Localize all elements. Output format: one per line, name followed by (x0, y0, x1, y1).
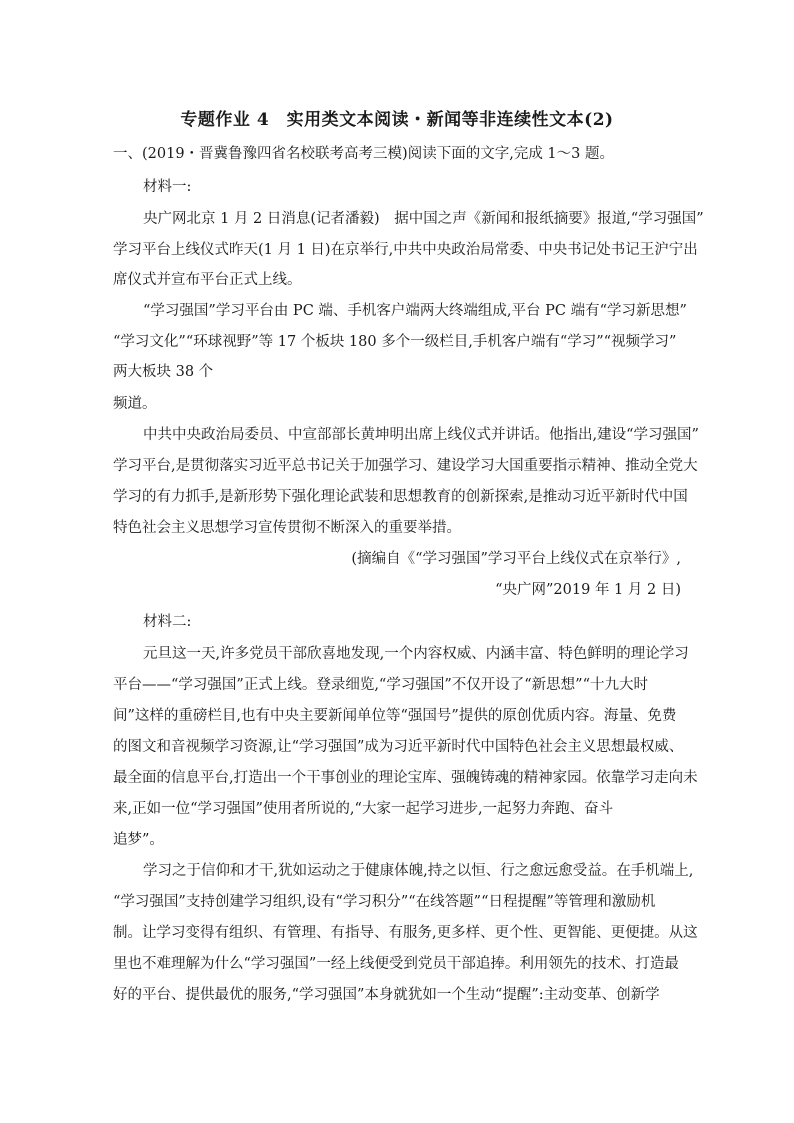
material2-line: 平台——“学习强国”正式上线。登录细览,“学习强国”不仅开设了“新思想”“十九大时 (113, 677, 648, 693)
material1-source: “央广网”2019 年 1 月 2 日) (495, 582, 681, 598)
material1-label: 材料一: (143, 179, 192, 195)
material1-source: (摘编自《“学习强国”学习平台上线仪式在京举行》, (351, 551, 681, 567)
material2-line: 间”这样的重磅栏目,也有中央主要新闻单位等“强国号”提供的原创优质内容。海量、免费 (113, 708, 677, 724)
material1-line: “学习强国”学习平台由 PC 端、手机客户端两大终端组成,平台 PC 端有“学习新思想” (143, 303, 687, 319)
material2-line: “学习强国”支持创建学习组织,设有“学习积分”“在线答题”“日程提醒”等管理和激励机 (113, 894, 656, 910)
material1-line: 特色社会主义思想学习宣传贯彻不断深入的重要举措。 (113, 520, 461, 536)
page-title: 专题作业 4 实用类文本阅读・新闻等非连续性文本(2) (180, 110, 614, 130)
question-intro: 一、(2019・晋冀鲁豫四省名校联考高考三模)阅读下面的文字,完成 1～3 题。 (113, 146, 614, 162)
material2-line: 追梦”。 (113, 832, 164, 848)
material2-line: 的图文和音视频学习资源,让“学习强国”成为习近平新时代中国特色社会主义思想最权威、 (113, 739, 684, 755)
material1-line: 学习的有力抓手,是新形势下强化理论武装和思想教育的创新探索,是推动习近平新时代中国 (113, 489, 688, 505)
material2-line: 制。让学习变得有组织、有管理、有指导、有服务,更多样、更个性、更智能、更便捷。从这 (113, 925, 698, 941)
material1-line: 席仪式并宣布平台正式上线。 (113, 272, 302, 288)
material2-line: 最全面的信息平台,打造出一个干事创业的理论宝库、强魄铸魂的精神家园。依靠学习走向未 (113, 770, 698, 786)
material1-line: 中共中央政治局委员、中宣部部长黄坤明出席上线仪式并讲话。他指出,建设“学习强国” (143, 427, 699, 443)
material1-line: 频道。 (113, 396, 157, 412)
material1-line: “学习文化”“环球视野”等 17 个板块 180 多个一级栏目,手机客户端有“学习”“视频学习” (113, 334, 677, 350)
material2-line: 学习之于信仰和才干,犹如运动之于健康体魄,持之以恒、行之愈远愈受益。在手机端上, (143, 863, 694, 879)
material2-line: 元旦这一天,许多党员干部欣喜地发现,一个内容权威、内涵丰富、特色鲜明的理论学习 (143, 646, 689, 662)
material1-line: 两大板块 38 个 (113, 364, 214, 380)
material1-line: 学习平台上线仪式昨天(1 月 1 日)在京举行,中共中央政治局常委、中央书记处书记王沪宁出 (113, 242, 698, 258)
material2-line: 来,正如一位“学习强国”使用者所说的,“大家一起学习进步,一起努力奔跑、奋斗 (113, 801, 614, 817)
material1-line: 央广网北京 1 月 2 日消息(记者潘毅) 据中国之声《新闻和报纸摘要》报道,“学习强国” (143, 211, 704, 227)
material2-line: 好的平台、提供最优的服务,“学习强国”本身就犹如一个生动“提醒”:主动变革、创新学 (113, 987, 660, 1003)
material2-label: 材料二: (143, 614, 192, 630)
material2-line: 里也不难理解为什么“学习强国”一经上线便受到党员干部追捧。利用领先的技术、打造最 (113, 956, 679, 972)
material1-line: 学习平台,是贯彻落实习近平总书记关于加强学习、建设学习大国重要指示精神、推动全党大 (113, 458, 698, 474)
